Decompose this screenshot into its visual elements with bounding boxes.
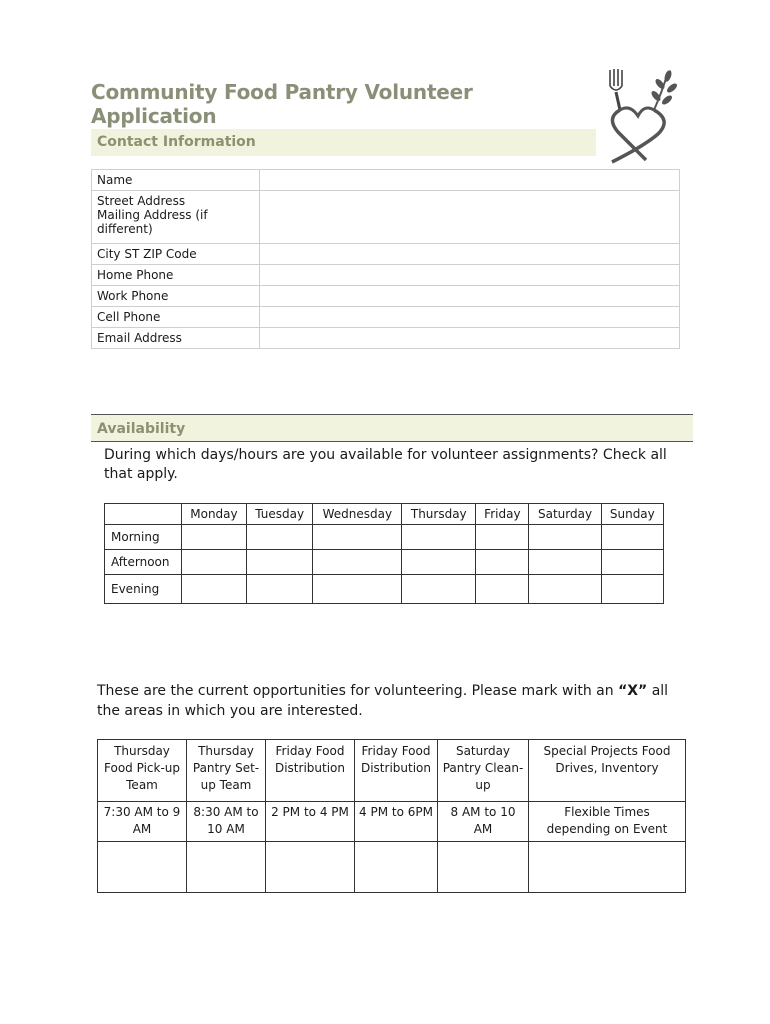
availability-cell[interactable] — [313, 575, 402, 604]
field-label: Cell Phone — [92, 307, 260, 328]
contact-row-name — [92, 170, 680, 191]
fork-heart-wheat-logo-icon — [596, 64, 682, 164]
availability-cell[interactable] — [246, 550, 313, 575]
field-label: City ST ZIP Code — [92, 244, 260, 265]
availability-cell[interactable] — [181, 550, 246, 575]
opportunities-intro — [97, 681, 677, 721]
opportunity-mark-cell[interactable] — [98, 842, 187, 893]
intro-text: These are the current opportunities for volunteering. Please mark with an — [97, 683, 619, 699]
availability-cell[interactable] — [529, 525, 601, 550]
contact-section-heading: Contact Information — [91, 129, 596, 156]
time-label: Evening — [105, 575, 182, 604]
day-header: Saturday — [529, 504, 601, 525]
availability-cell[interactable] — [601, 550, 663, 575]
availability-cell[interactable] — [246, 575, 313, 604]
opportunity-time: 2 PM to 4 PM — [266, 802, 355, 842]
opportunity-time: 8:30 AM to 10 AM — [187, 802, 266, 842]
opportunity-mark-cell[interactable] — [187, 842, 266, 893]
opportunity-name: Special Projects Food Drives, Inventory — [529, 740, 686, 802]
opportunity-name: Thursday Food Pick-up Team — [98, 740, 187, 802]
opportunities-table — [97, 739, 686, 893]
intro-text-end: all the areas in which you are interested. — [97, 683, 669, 719]
opportunity-mark-cell[interactable] — [438, 842, 529, 893]
availability-instructions: During which days/hours are you available for volunteer assignments? Check all that apply. — [104, 447, 667, 482]
day-header: Wednesday — [313, 504, 402, 525]
opportunity-mark-cell[interactable] — [266, 842, 355, 893]
contact-table — [91, 169, 680, 349]
opportunity-name: Friday Food Distribution — [355, 740, 438, 802]
day-header: Sunday — [601, 504, 663, 525]
contact-row-address — [92, 191, 680, 244]
corner-cell — [105, 504, 182, 525]
cell-phone-field[interactable] — [260, 307, 680, 328]
availability-cell[interactable] — [601, 525, 663, 550]
opportunity-name: Friday Food Distribution — [266, 740, 355, 802]
time-label: Morning — [105, 525, 182, 550]
availability-cell[interactable] — [529, 550, 601, 575]
day-header: Monday — [181, 504, 246, 525]
work-phone-field[interactable] — [260, 286, 680, 307]
availability-cell[interactable] — [313, 525, 402, 550]
availability-section-heading: Availability — [91, 414, 693, 442]
email-field[interactable] — [260, 328, 680, 349]
availability-table — [104, 503, 664, 604]
opportunity-name: Saturday Pantry Clean-up — [438, 740, 529, 802]
day-header: Thursday — [402, 504, 476, 525]
name-field[interactable] — [260, 170, 680, 191]
address-field[interactable] — [260, 191, 680, 244]
availability-cell[interactable] — [313, 550, 402, 575]
contact-row-email — [92, 328, 680, 349]
contact-row-work-phone — [92, 286, 680, 307]
availability-row-evening — [105, 575, 664, 604]
field-label: Home Phone — [92, 265, 260, 286]
availability-cell[interactable] — [402, 525, 476, 550]
opportunity-time: 7:30 AM to 9 AM — [98, 802, 187, 842]
opportunity-header-row — [98, 740, 686, 802]
contact-row-cell-phone — [92, 307, 680, 328]
field-label: Work Phone — [92, 286, 260, 307]
city-state-zip-field[interactable] — [260, 244, 680, 265]
opportunity-mark-row — [98, 842, 686, 893]
availability-cell[interactable] — [181, 575, 246, 604]
availability-cell[interactable] — [402, 550, 476, 575]
opportunity-mark-cell[interactable] — [529, 842, 686, 893]
day-header: Friday — [476, 504, 529, 525]
availability-cell[interactable] — [476, 575, 529, 604]
opportunity-name: Thursday Pantry Set-up Team — [187, 740, 266, 802]
availability-cell[interactable] — [402, 575, 476, 604]
availability-cell[interactable] — [246, 525, 313, 550]
contact-row-home-phone — [92, 265, 680, 286]
contact-row-city — [92, 244, 680, 265]
availability-cell[interactable] — [529, 575, 601, 604]
availability-cell[interactable] — [476, 525, 529, 550]
home-phone-field[interactable] — [260, 265, 680, 286]
opportunity-mark-cell[interactable] — [355, 842, 438, 893]
availability-row-morning — [105, 525, 664, 550]
mark-x-text: “X” — [618, 683, 648, 699]
availability-cell[interactable] — [476, 550, 529, 575]
availability-cell[interactable] — [601, 575, 663, 604]
time-label: Afternoon — [105, 550, 182, 575]
availability-header-row — [105, 504, 664, 525]
opportunity-time: Flexible Times depending on Event — [529, 802, 686, 842]
field-label: Street Address Mailing Address (if different) — [92, 191, 260, 244]
page-title: Community Food Pantry Volunteer Application — [91, 80, 596, 132]
opportunity-time-row — [98, 802, 686, 842]
opportunity-time: 4 PM to 6PM — [355, 802, 438, 842]
availability-row-afternoon — [105, 550, 664, 575]
field-label: Name — [92, 170, 260, 191]
day-header: Tuesday — [246, 504, 313, 525]
opportunity-time: 8 AM to 10 AM — [438, 802, 529, 842]
field-label: Email Address — [92, 328, 260, 349]
availability-cell[interactable] — [181, 525, 246, 550]
